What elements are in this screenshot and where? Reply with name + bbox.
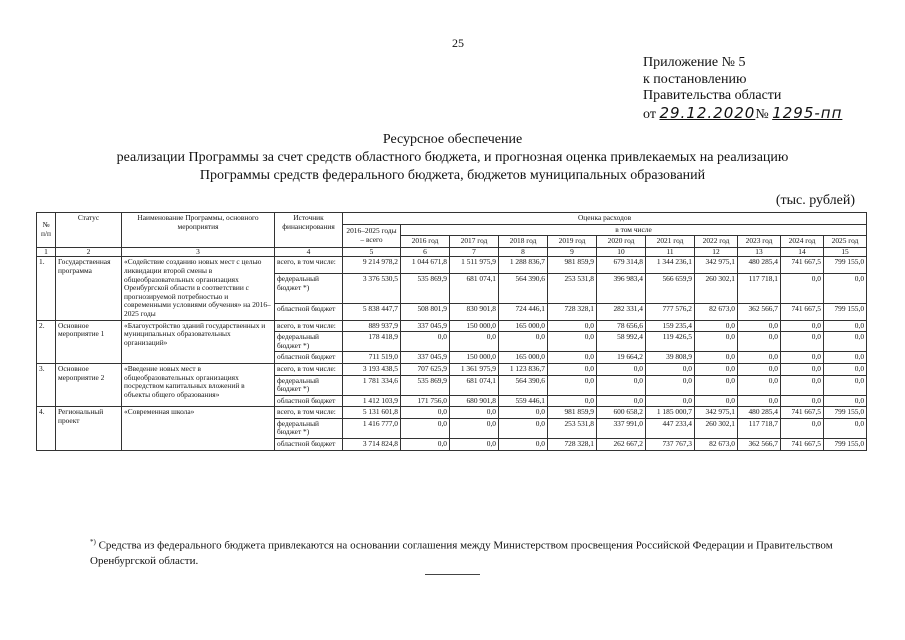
footnote bbox=[90, 535, 865, 569]
value-cell: 0,0 bbox=[781, 274, 824, 303]
value-cell: 799 155,0 bbox=[824, 257, 867, 274]
row-source: областной бюджет bbox=[275, 352, 343, 364]
value-cell: 342 975,1 bbox=[695, 257, 738, 274]
value-cell: 741 667,5 bbox=[781, 439, 824, 451]
footnote-text: Средства из федерального бюджета привлекаются на основании соглашения между Министерством просвещения Российской Федерации и Правительством Оренбургской области. bbox=[90, 539, 833, 567]
row-name: «Введение новых мест в общеобразовательных организациях посредством капитальных вложений в объекты общего образования» bbox=[122, 363, 275, 406]
column-number: 2 bbox=[56, 247, 122, 257]
value-cell: 0,0 bbox=[499, 332, 548, 352]
value-cell: 165 000,0 bbox=[499, 320, 548, 332]
value-cell: 337 045,9 bbox=[401, 320, 450, 332]
value-cell: 0,0 bbox=[548, 375, 597, 395]
column-number: 5 bbox=[343, 247, 401, 257]
row-number: 4. bbox=[37, 407, 56, 450]
header-year: 2023 год bbox=[738, 236, 781, 248]
value-cell: 0,0 bbox=[781, 320, 824, 332]
value-cell: 119 426,5 bbox=[646, 332, 695, 352]
value-cell: 564 390,6 bbox=[499, 274, 548, 303]
value-cell: 0,0 bbox=[548, 320, 597, 332]
value-cell: 0,0 bbox=[695, 352, 738, 364]
value-cell: 9 214 978,2 bbox=[343, 257, 401, 274]
value-cell: 799 155,0 bbox=[824, 303, 867, 320]
value-cell: 260 302,1 bbox=[695, 274, 738, 303]
value-cell: 0,0 bbox=[548, 395, 597, 407]
value-cell: 0,0 bbox=[738, 320, 781, 332]
document-title bbox=[40, 131, 865, 185]
handwritten-number: 1295-пп bbox=[772, 103, 843, 122]
value-cell: 0,0 bbox=[548, 352, 597, 364]
value-cell: 1 361 975,9 bbox=[450, 363, 499, 375]
table-row bbox=[37, 320, 867, 332]
value-cell: 508 801,9 bbox=[401, 303, 450, 320]
value-cell: 600 658,2 bbox=[597, 407, 646, 419]
row-source: всего, в том числе: bbox=[275, 257, 343, 274]
value-cell: 681 074,1 bbox=[450, 274, 499, 303]
value-cell: 396 983,4 bbox=[597, 274, 646, 303]
row-source: федеральный бюджет *) bbox=[275, 418, 343, 438]
value-cell: 0,0 bbox=[695, 395, 738, 407]
column-number: 4 bbox=[275, 247, 343, 257]
appendix-line-3: Правительства области bbox=[643, 88, 782, 103]
row-source: областной бюджет bbox=[275, 439, 343, 451]
value-cell: 0,0 bbox=[781, 395, 824, 407]
header-year: 2025 год bbox=[824, 236, 867, 248]
value-cell: 799 155,0 bbox=[824, 439, 867, 451]
value-cell: 0,0 bbox=[597, 395, 646, 407]
header-year: 2018 год bbox=[499, 236, 548, 248]
table-row bbox=[37, 363, 867, 375]
footer-divider bbox=[425, 574, 480, 575]
value-cell: 830 901,8 bbox=[450, 303, 499, 320]
value-cell: 3 193 438,5 bbox=[343, 363, 401, 375]
value-cell: 799 155,0 bbox=[824, 407, 867, 419]
value-cell: 0,0 bbox=[401, 439, 450, 451]
row-name: «Современная школа» bbox=[122, 407, 275, 450]
row-source: областной бюджет bbox=[275, 303, 343, 320]
header-year: 2022 год bbox=[695, 236, 738, 248]
header-year: 2016 год bbox=[401, 236, 450, 248]
value-cell: 178 418,9 bbox=[343, 332, 401, 352]
value-cell: 82 673,0 bbox=[695, 303, 738, 320]
row-status: Региональный проект bbox=[56, 407, 122, 450]
header-year: 2024 год bbox=[781, 236, 824, 248]
value-cell: 0,0 bbox=[824, 320, 867, 332]
value-cell: 0,0 bbox=[738, 375, 781, 395]
appendix-line-1: Приложение № 5 bbox=[643, 55, 746, 70]
value-cell: 741 667,5 bbox=[781, 257, 824, 274]
value-cell: 3 714 824,8 bbox=[343, 439, 401, 451]
appendix-date-line bbox=[643, 105, 842, 124]
table-row bbox=[37, 257, 867, 274]
value-cell: 0,0 bbox=[548, 332, 597, 352]
value-cell: 19 664,2 bbox=[597, 352, 646, 364]
header-estimate: Оценка расходов bbox=[343, 213, 867, 225]
column-number: 10 bbox=[597, 247, 646, 257]
value-cell: 0,0 bbox=[401, 418, 450, 438]
value-cell: 159 235,4 bbox=[646, 320, 695, 332]
value-cell: 150 000,0 bbox=[450, 320, 499, 332]
value-cell: 82 673,0 bbox=[695, 439, 738, 451]
value-cell: 342 975,1 bbox=[695, 407, 738, 419]
value-cell: 0,0 bbox=[646, 375, 695, 395]
value-cell: 0,0 bbox=[824, 363, 867, 375]
title-line-1: Ресурсное обеспечение bbox=[382, 132, 523, 147]
value-cell: 0,0 bbox=[695, 363, 738, 375]
appendix-line-2: к постановлению bbox=[643, 71, 747, 87]
value-cell: 707 625,9 bbox=[401, 363, 450, 375]
column-number: 15 bbox=[824, 247, 867, 257]
column-number: 1 bbox=[37, 247, 56, 257]
column-number: 9 bbox=[548, 247, 597, 257]
value-cell: 0,0 bbox=[450, 418, 499, 438]
value-cell: 1 344 236,1 bbox=[646, 257, 695, 274]
value-cell: 1 123 836,7 bbox=[499, 363, 548, 375]
value-cell: 150 000,0 bbox=[450, 352, 499, 364]
value-cell: 1 511 975,9 bbox=[450, 257, 499, 274]
value-cell: 0,0 bbox=[401, 332, 450, 352]
title-line-3: Программы средств федерального бюджета, бюджетов муниципальных образований bbox=[199, 168, 706, 183]
value-cell: 362 566,7 bbox=[738, 303, 781, 320]
value-cell: 362 566,7 bbox=[738, 439, 781, 451]
value-cell: 535 869,9 bbox=[401, 375, 450, 395]
value-cell: 566 659,9 bbox=[646, 274, 695, 303]
value-cell: 5 131 601,8 bbox=[343, 407, 401, 419]
header-total: 2016–2025 годы – всего bbox=[343, 224, 401, 247]
row-source: всего, в том числе: bbox=[275, 363, 343, 375]
value-cell: 681 074,1 bbox=[450, 375, 499, 395]
column-number: 11 bbox=[646, 247, 695, 257]
value-cell: 724 446,1 bbox=[499, 303, 548, 320]
value-cell: 728 328,1 bbox=[548, 303, 597, 320]
units-label: (тыс. рублей) bbox=[775, 193, 855, 208]
value-cell: 1 412 103,9 bbox=[343, 395, 401, 407]
value-cell: 777 576,2 bbox=[646, 303, 695, 320]
value-cell: 0,0 bbox=[499, 439, 548, 451]
value-cell: 0,0 bbox=[824, 418, 867, 438]
value-cell: 1 416 777,0 bbox=[343, 418, 401, 438]
row-source: всего, в том числе: bbox=[275, 320, 343, 332]
row-source: областной бюджет bbox=[275, 395, 343, 407]
value-cell: 0,0 bbox=[824, 375, 867, 395]
header-year: 2017 год bbox=[450, 236, 499, 248]
value-cell: 0,0 bbox=[695, 332, 738, 352]
value-cell: 0,0 bbox=[450, 439, 499, 451]
value-cell: 253 531,8 bbox=[548, 418, 597, 438]
header-including: в том числе bbox=[401, 224, 867, 236]
value-cell: 5 838 447,7 bbox=[343, 303, 401, 320]
value-cell: 165 000,0 bbox=[499, 352, 548, 364]
header-source: Источник финансирования bbox=[275, 213, 343, 248]
value-cell: 679 314,8 bbox=[597, 257, 646, 274]
column-number: 14 bbox=[781, 247, 824, 257]
row-source: федеральный бюджет *) bbox=[275, 274, 343, 303]
row-status: Основное мероприятие 2 bbox=[56, 363, 122, 406]
row-source: федеральный бюджет *) bbox=[275, 375, 343, 395]
number-sign: № bbox=[755, 106, 769, 122]
row-source: всего, в том числе: bbox=[275, 407, 343, 419]
value-cell: 981 859,9 bbox=[548, 257, 597, 274]
value-cell: 3 376 530,5 bbox=[343, 274, 401, 303]
value-cell: 0,0 bbox=[738, 395, 781, 407]
value-cell: 0,0 bbox=[646, 363, 695, 375]
value-cell: 1 185 000,7 bbox=[646, 407, 695, 419]
value-cell: 337 991,0 bbox=[597, 418, 646, 438]
header-year: 2020 год bbox=[597, 236, 646, 248]
value-cell: 0,0 bbox=[646, 395, 695, 407]
value-cell: 0,0 bbox=[781, 375, 824, 395]
value-cell: 0,0 bbox=[695, 375, 738, 395]
value-cell: 480 285,4 bbox=[738, 257, 781, 274]
value-cell: 680 901,8 bbox=[450, 395, 499, 407]
value-cell: 0,0 bbox=[781, 352, 824, 364]
value-cell: 0,0 bbox=[781, 418, 824, 438]
row-name: «Благоустройство зданий государственных и муниципальных образовательных организаций» bbox=[122, 320, 275, 363]
column-number: 12 bbox=[695, 247, 738, 257]
appendix-block bbox=[643, 55, 842, 123]
row-number: 3. bbox=[37, 363, 56, 406]
value-cell: 0,0 bbox=[597, 363, 646, 375]
value-cell: 262 667,2 bbox=[597, 439, 646, 451]
value-cell: 0,0 bbox=[499, 407, 548, 419]
header-num: № п/п bbox=[37, 213, 56, 248]
value-cell: 0,0 bbox=[781, 332, 824, 352]
value-cell: 0,0 bbox=[597, 375, 646, 395]
value-cell: 447 233,4 bbox=[646, 418, 695, 438]
value-cell: 253 531,8 bbox=[548, 274, 597, 303]
header-name: Наименование Программы, основного мероприятия bbox=[122, 213, 275, 248]
value-cell: 0,0 bbox=[824, 395, 867, 407]
value-cell: 737 767,3 bbox=[646, 439, 695, 451]
value-cell: 1 288 836,7 bbox=[499, 257, 548, 274]
value-cell: 889 937,9 bbox=[343, 320, 401, 332]
row-status: Государственная программа bbox=[56, 257, 122, 320]
column-number: 7 bbox=[450, 247, 499, 257]
value-cell: 0,0 bbox=[824, 332, 867, 352]
value-cell: 0,0 bbox=[824, 352, 867, 364]
value-cell: 711 519,0 bbox=[343, 352, 401, 364]
value-cell: 0,0 bbox=[401, 407, 450, 419]
value-cell: 0,0 bbox=[499, 418, 548, 438]
value-cell: 260 302,1 bbox=[695, 418, 738, 438]
value-cell: 117 718,7 bbox=[738, 418, 781, 438]
value-cell: 0,0 bbox=[695, 320, 738, 332]
row-name: «Содействие созданию новых мест с целью ликвидации второй смены в общеобразовательных организациях Оренбургской области в соответствии с прогнозируемой потребностью и современными условиями обучения» на 2016–2025 годы bbox=[122, 257, 275, 320]
value-cell: 741 667,5 bbox=[781, 303, 824, 320]
value-cell: 559 446,1 bbox=[499, 395, 548, 407]
date-prefix: от bbox=[643, 106, 656, 122]
value-cell: 0,0 bbox=[781, 363, 824, 375]
footnote-mark: *) bbox=[90, 538, 96, 546]
value-cell: 0,0 bbox=[738, 332, 781, 352]
value-cell: 337 045,9 bbox=[401, 352, 450, 364]
value-cell: 0,0 bbox=[824, 274, 867, 303]
value-cell: 171 756,0 bbox=[401, 395, 450, 407]
value-cell: 535 869,9 bbox=[401, 274, 450, 303]
value-cell: 58 992,4 bbox=[597, 332, 646, 352]
row-number: 1. bbox=[37, 257, 56, 320]
value-cell: 981 859,9 bbox=[548, 407, 597, 419]
row-source: федеральный бюджет *) bbox=[275, 332, 343, 352]
value-cell: 564 390,6 bbox=[499, 375, 548, 395]
row-number: 2. bbox=[37, 320, 56, 363]
header-status: Статус bbox=[56, 213, 122, 248]
title-line-2: реализации Программы за счет средств областного бюджета, и прогнозная оценка привлекаемых на реализацию bbox=[116, 150, 789, 165]
value-cell: 0,0 bbox=[450, 407, 499, 419]
value-cell: 0,0 bbox=[738, 363, 781, 375]
header-year: 2021 год bbox=[646, 236, 695, 248]
value-cell: 0,0 bbox=[548, 363, 597, 375]
column-number: 8 bbox=[499, 247, 548, 257]
value-cell: 39 808,9 bbox=[646, 352, 695, 364]
column-number: 6 bbox=[401, 247, 450, 257]
value-cell: 1 781 334,6 bbox=[343, 375, 401, 395]
value-cell: 741 667,5 bbox=[781, 407, 824, 419]
value-cell: 78 656,6 bbox=[597, 320, 646, 332]
value-cell: 728 328,1 bbox=[548, 439, 597, 451]
column-number: 3 bbox=[122, 247, 275, 257]
value-cell: 117 718,1 bbox=[738, 274, 781, 303]
value-cell: 480 285,4 bbox=[738, 407, 781, 419]
header-year: 2019 год bbox=[548, 236, 597, 248]
handwritten-date: 29.12.2020 bbox=[659, 103, 756, 122]
page-number: 25 bbox=[452, 36, 464, 50]
row-status: Основное мероприятие 1 bbox=[56, 320, 122, 363]
value-cell: 282 331,4 bbox=[597, 303, 646, 320]
value-cell: 0,0 bbox=[450, 332, 499, 352]
table-row bbox=[37, 407, 867, 419]
resource-table bbox=[36, 212, 867, 451]
value-cell: 0,0 bbox=[738, 352, 781, 364]
value-cell: 1 044 671,8 bbox=[401, 257, 450, 274]
column-number: 13 bbox=[738, 247, 781, 257]
